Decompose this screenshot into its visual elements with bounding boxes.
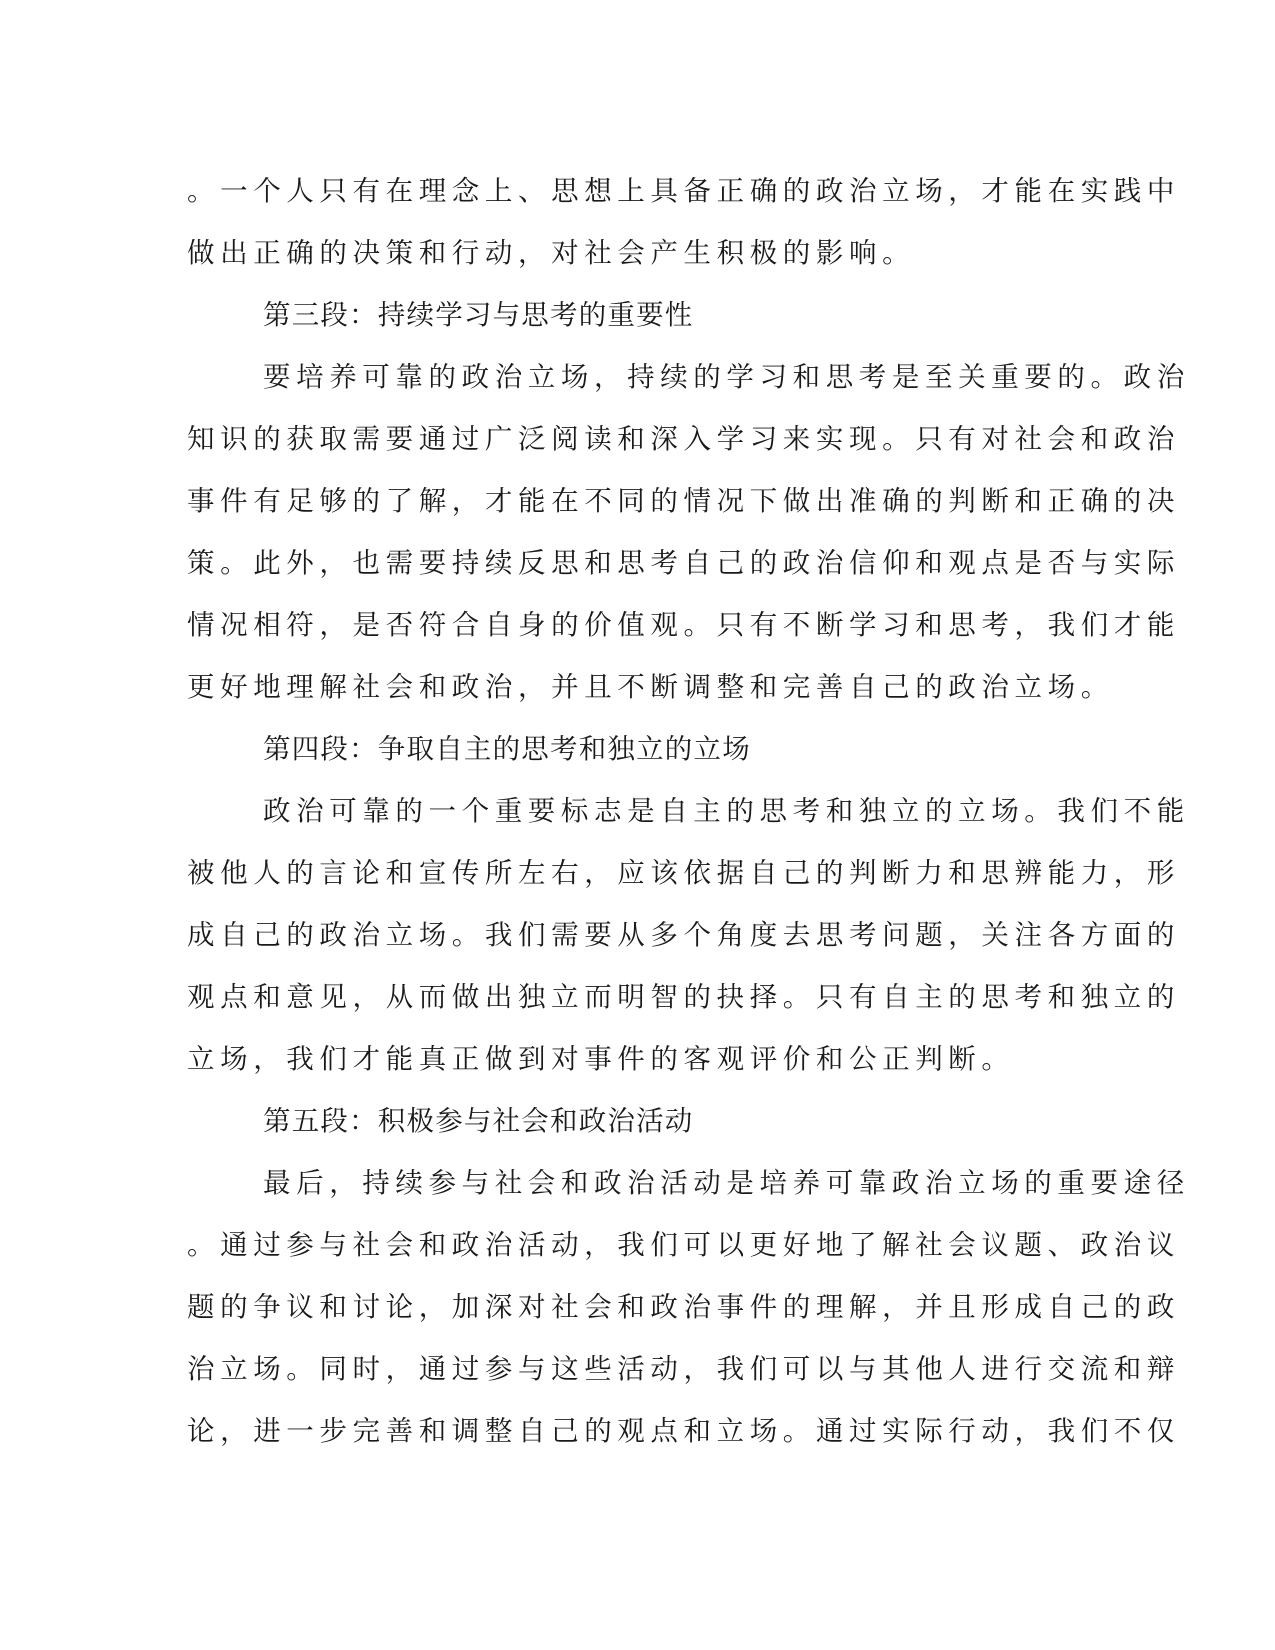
body-text-line: 政治可靠的一个重要标志是自主的思考和独立的立场。我们不能: [263, 795, 1190, 827]
body-text-line: 论，进一步完善和调整自己的观点和立场。通过实际行动，我们不仅: [187, 1415, 1180, 1447]
body-text-line: 成自己的政治立场。我们需要从多个角度去思考问题，关注各方面的: [187, 919, 1180, 951]
section-heading: 第三段：持续学习与思考的重要性: [263, 299, 694, 331]
body-text-line: 要培养可靠的政治立场，持续的学习和思考是至关重要的。政治: [263, 361, 1190, 393]
body-text-line: 。一个人只有在理念上、思想上具备正确的政治立场，才能在实践中: [187, 175, 1180, 207]
body-text-line: 知识的获取需要通过广泛阅读和深入学习来实现。只有对社会和政治: [187, 423, 1180, 455]
body-text-line: 最后，持续参与社会和政治活动是培养可靠政治立场的重要途径: [263, 1167, 1190, 1199]
body-text-line: 做出正确的决策和行动，对社会产生积极的影响。: [187, 237, 916, 269]
body-text-line: 。通过参与社会和政治活动，我们可以更好地了解社会议题、政治议: [187, 1229, 1180, 1261]
body-text-line: 观点和意见，从而做出独立而明智的抉择。只有自主的思考和独立的: [187, 981, 1180, 1013]
body-text-line: 情况相符，是否符合自身的价值观。只有不断学习和思考，我们才能: [187, 609, 1180, 641]
body-text-line: 治立场。同时，通过参与这些活动，我们可以与其他人进行交流和辩: [187, 1353, 1180, 1385]
section-heading: 第五段：积极参与社会和政治活动: [263, 1105, 694, 1137]
body-text-line: 事件有足够的了解，才能在不同的情况下做出准确的判断和正确的决: [187, 485, 1180, 517]
body-text-line: 题的争议和讨论，加深对社会和政治事件的理解，并且形成自己的政: [187, 1291, 1180, 1323]
section-heading: 第四段：争取自主的思考和独立的立场: [263, 733, 751, 765]
body-text-line: 被他人的言论和宣传所左右，应该依据自己的判断力和思辨能力，形: [187, 857, 1180, 889]
body-text-line: 策。此外，也需要持续反思和思考自己的政治信仰和观点是否与实际: [187, 547, 1180, 579]
body-text-line: 立场，我们才能真正做到对事件的客观评价和公正判断。: [187, 1043, 1015, 1075]
document-body: [187, 160, 1190, 1462]
body-text-line: 更好地理解社会和政治，并且不断调整和完善自己的政治立场。: [187, 671, 1114, 703]
